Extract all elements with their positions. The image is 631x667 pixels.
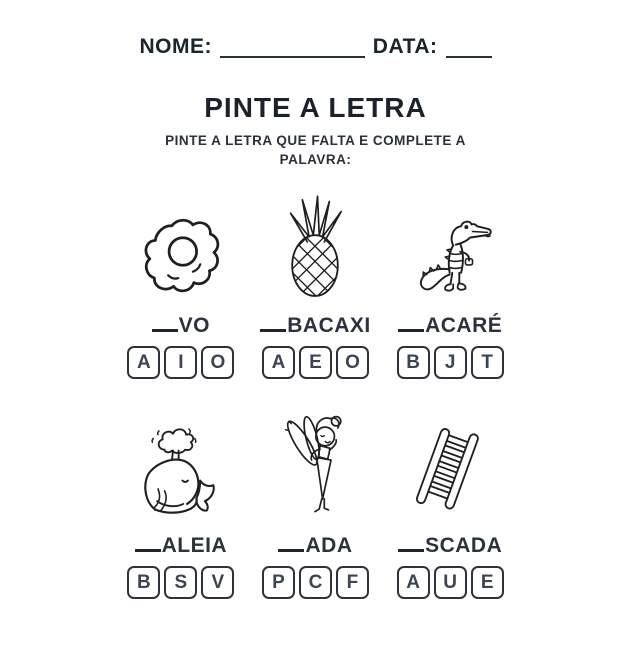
letter-option[interactable]: A [127,346,160,379]
letter-options [262,346,369,379]
letter-option[interactable]: U [434,566,467,599]
letter-option[interactable]: V [201,566,234,599]
letter-option[interactable]: C [299,566,332,599]
letter-option[interactable]: S [164,566,197,599]
name-write-line [220,38,365,58]
letter-option[interactable]: O [336,346,369,379]
missing-letter-blank [398,329,424,332]
letter-option[interactable]: E [471,566,504,599]
letter-option[interactable]: I [164,346,197,379]
letter-option[interactable]: J [434,346,467,379]
letter-options [127,346,234,379]
letter-option[interactable]: E [299,346,332,379]
word-card-1 [114,185,249,379]
letter-option[interactable]: F [336,566,369,599]
letter-option[interactable]: O [201,346,234,379]
word-row [135,531,228,557]
ladder-icon [410,415,490,521]
word-row [260,311,371,337]
page-title: PINTE A LETRA [204,92,427,123]
word-row [152,311,210,337]
fried-egg-icon [135,213,227,301]
word-row [278,531,352,557]
letter-option[interactable]: A [262,346,295,379]
letter-option[interactable]: B [397,346,430,379]
fairy-icon [277,411,353,521]
alligator-icon [402,213,499,301]
image-box [402,185,499,301]
word-text: VO [178,314,210,337]
word-card-4 [114,405,249,599]
letter-options [397,346,504,379]
word-text: ALEIA [161,534,228,557]
word-text: ADA [305,534,353,557]
word-text: ACARÉ [425,314,503,337]
letter-option[interactable]: B [127,566,160,599]
word-row [398,531,502,557]
image-box [277,185,353,301]
date-label: DATA: [372,35,438,58]
letter-options [397,566,504,599]
word-card-5 [248,405,383,599]
missing-letter-blank [260,329,286,332]
missing-letter-blank [135,549,161,552]
word-text: BACAXI [287,314,371,337]
letter-options [262,566,369,599]
page-subtitle: PINTE A LETRA QUE FALTA E COMPLETE A PALAVRA: [165,133,466,167]
word-row [398,311,502,337]
letter-option[interactable]: P [262,566,295,599]
image-box [135,185,227,301]
whale-icon [129,427,232,521]
image-box [410,405,490,521]
name-label: NOME: [139,35,212,58]
missing-letter-blank [398,549,424,552]
word-card-6 [383,405,518,599]
word-card-2 [248,185,383,379]
letter-option[interactable]: A [397,566,430,599]
letter-options [127,566,234,599]
image-box [129,405,232,521]
header [140,36,492,58]
word-card-3 [383,185,518,379]
date-write-line [446,38,492,58]
missing-letter-blank [152,329,178,332]
letter-option[interactable]: T [471,346,504,379]
word-text: SCADA [425,534,503,557]
image-box [277,405,353,521]
missing-letter-blank [278,549,304,552]
pineapple-icon [277,193,353,301]
worksheet-grid [114,185,518,599]
